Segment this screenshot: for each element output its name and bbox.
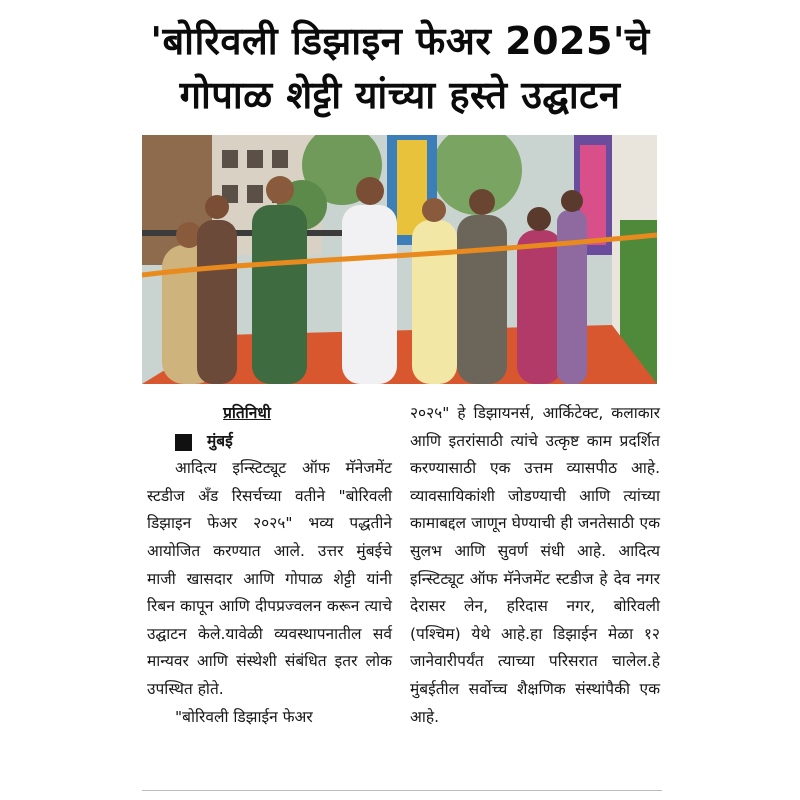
dateline — [147, 428, 392, 456]
reporter-byline: प्रतिनिधी — [223, 404, 271, 422]
event-photo — [142, 135, 657, 384]
article-paragraph-2-start: "बोरिवली डिझाईन फेअर — [175, 707, 313, 726]
article-column-left — [147, 400, 392, 731]
bottom-divider — [142, 790, 662, 791]
article-paragraph-1: आदित्य इन्स्टिट्यूट ऑफ मॅनेजमेंट स्टडीज अँड रिसर्चच्या वतीने "बोरिवली डिझाइन फेअर २०२५" भव्य पद्धतीने आयोजित करण्यात आले. उत्तर मुंबईचे माजी खासदार आणि गोपाळ शेट्टी यांनी रिबन कापून आणि दीपप्रज्वलन करून त्याचे उद्घाटन केले.यावेळी व्यवस्थापनातील सर्व मान्यवर आणि संस्थेशी संबंधित इतर लोक उपस्थित होते. — [147, 459, 392, 698]
article-paragraph-2-continued: २०२५" हे डिझायनर्स, आर्किटेक्ट, कलाकार आणि इतरांसाठी त्यांचे उत्कृष्ट काम प्रदर्शित करण्यासाठी एक उत्तम व्यासपीठ आहे. व्यावसायिकांशी जोडण्याची आणि त्यांच्या कामाबद्दल जाणून घेण्याची ही जनतेसाठी एक सुलभ आणि सुवर्ण संधी आहे. आदित्य इन्स्टिट्यूट ऑफ मॅनेजमेंट स्टडीज हे देव नगर देरासर लेन, हरिदास नगर, बोरिवली (पश्चिम) येथे आहे.हा डिझाईन मेळा १२ जानेवारीपर्यंत त्याच्या परिसरात चालेल.हे मुंबईतील सर्वोच्च शैक्षणिक संस्थांपैकी एक आहे. — [410, 404, 660, 726]
article-column-right — [410, 400, 660, 731]
headline-line-1: 'बोरिवली डिझाइन फेअर 2025'चे — [150, 19, 650, 63]
headline — [0, 14, 800, 122]
headline-line-2: गोपाळ शेट्टी यांच्या हस्ते उद्घाटन — [179, 73, 621, 117]
event-photo-illustration — [142, 135, 657, 384]
dateline-location: मुंबई — [207, 431, 233, 450]
dateline-square-icon — [175, 434, 192, 451]
